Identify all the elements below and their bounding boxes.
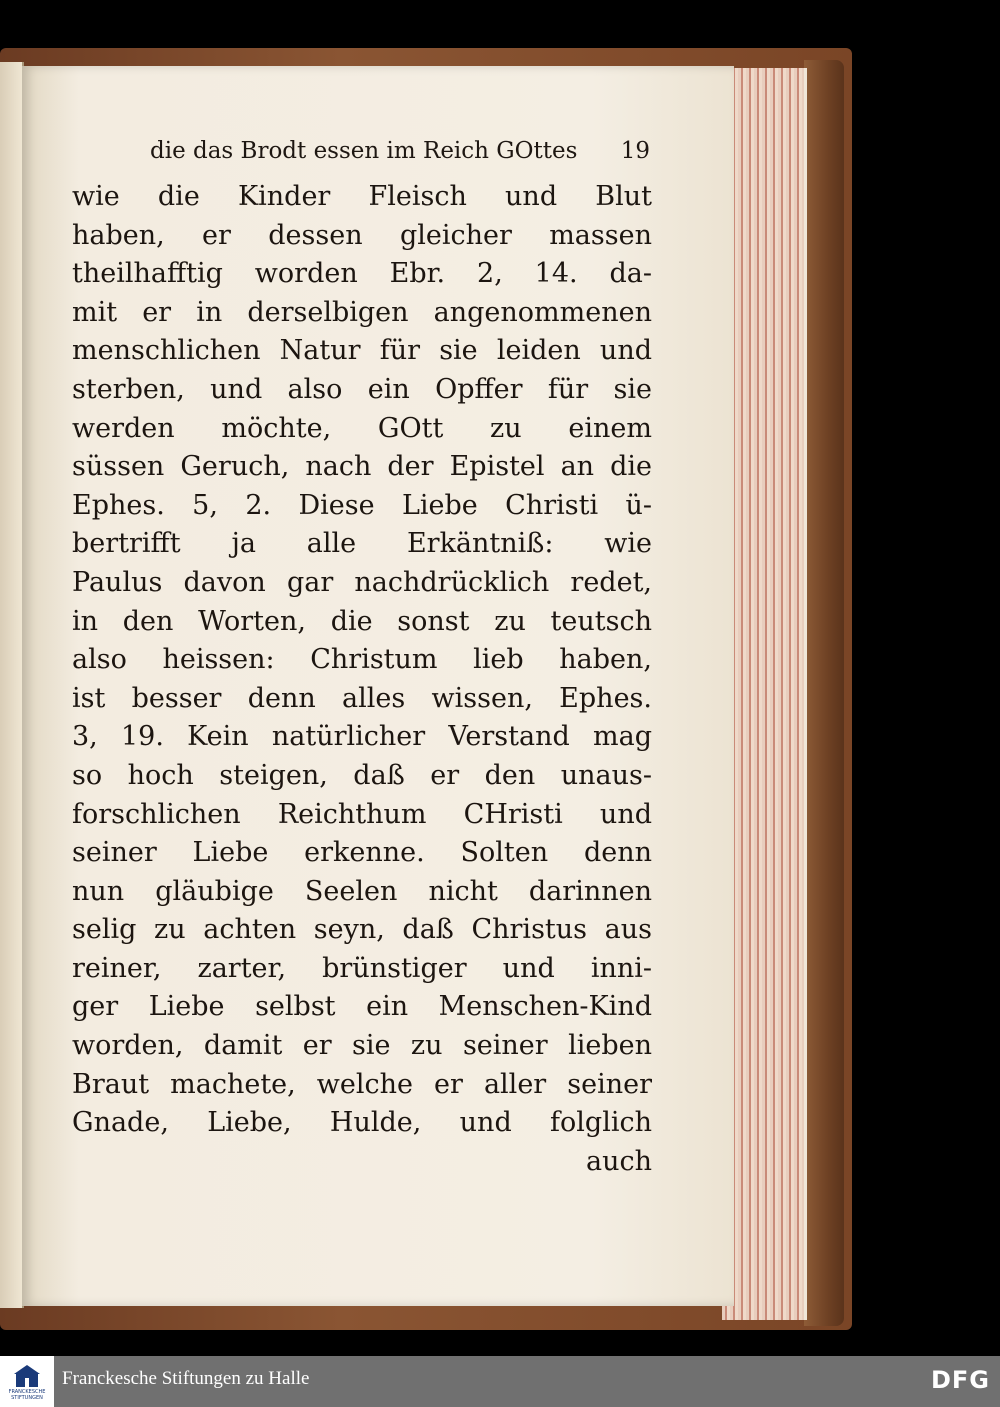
page-number: 19 (620, 138, 650, 164)
text-line: reiner, zarter, brünstiger und inni- (72, 952, 652, 984)
running-header (150, 138, 650, 164)
text-line: seiner Liebe erkenne. Solten denn (72, 837, 652, 869)
page-body-text (72, 178, 652, 1181)
text-line: Paulus davon gar nachdrücklich redet, (72, 566, 652, 598)
text-line: mit er in derselbigen angenommenen (72, 296, 652, 328)
text-line: Gnade, Liebe, Hulde, und folglich (72, 1107, 652, 1139)
text-line: ger Liebe selbst ein Menschen-Kind (72, 991, 652, 1023)
text-line: menschlichen Natur für sie leiden und (72, 335, 652, 367)
catchword: auch (586, 1145, 652, 1177)
institution-name: Franckesche Stiftungen zu Halle (62, 1368, 310, 1389)
text-line: nun gläubige Seelen nicht darinnen (72, 875, 652, 907)
text-line: süssen Geruch, nach der Epistel an die (72, 451, 652, 483)
text-line: Braut machete, welche er aller seiner (72, 1068, 652, 1100)
text-line: 3, 19. Kein natürlicher Verstand mag (72, 721, 652, 753)
text-line: sterben, und also ein Opffer für sie (72, 373, 652, 405)
logo-caption: FRANCKESCHE STIFTUNGEN (8, 1388, 46, 1401)
text-line: theilhafftig worden Ebr. 2, 14. da- (72, 258, 652, 290)
page-edges (722, 68, 807, 1320)
book-back-edge (804, 60, 844, 1326)
text-line: haben, er dessen gleicher massen (72, 219, 652, 251)
text-line: in den Worten, die sonst zu teutsch (72, 605, 652, 637)
text-line: Ephes. 5, 2. Diese Liebe Christi ü- (72, 489, 652, 521)
text-line: also heissen: Christum lieb haben, (72, 644, 652, 676)
running-head-title: die das Brodt essen im Reich GOttes (150, 138, 578, 164)
text-line: selig zu achten seyn, daß Christus aus (72, 914, 652, 946)
text-line: werden möchte, GOtt zu einem (72, 412, 652, 444)
text-line: bertrifft ja alle Erkäntniß: wie (72, 528, 652, 560)
text-line: worden, damit er sie zu seiner lieben (72, 1030, 652, 1062)
text-line: so hoch steigen, daß er den unaus- (72, 759, 652, 791)
text-line: ist besser denn alles wissen, Ephes. (72, 682, 652, 714)
institution-emblem-icon (12, 1363, 42, 1389)
viewer-footer-bar (0, 1356, 1000, 1407)
facing-page-edge (0, 62, 24, 1308)
text-line: wie die Kinder Fleisch und Blut (72, 181, 652, 212)
dfg-logo[interactable]: DFG (930, 1366, 990, 1394)
franckesche-stiftungen-logo[interactable] (0, 1356, 54, 1407)
text-line: forschlichen Reichthum CHristi und (72, 798, 652, 830)
